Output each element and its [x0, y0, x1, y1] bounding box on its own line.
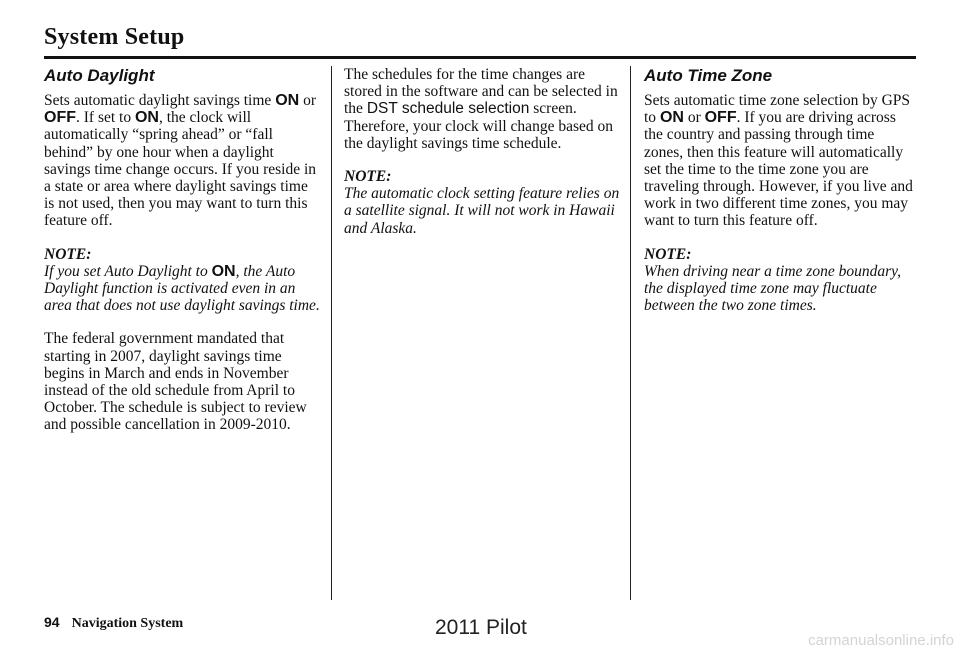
note-label: NOTE:: [44, 245, 92, 263]
column-auto-time-zone: [644, 66, 916, 330]
section-heading-auto-time-zone: Auto Time Zone: [644, 66, 773, 85]
column-divider: [331, 66, 332, 600]
auto-daylight-note: If you set Auto Daylight to ON, the Auto Daylight function is activated even in an area that does not use daylight savings time.: [44, 262, 320, 315]
footer-section: Navigation System: [71, 616, 184, 631]
auto-time-zone-note: When driving near a time zone boundary, the displayed time zone may fluctuate between the two zone times.: [644, 262, 902, 315]
site-watermark: carmanualsonline.info: [808, 632, 954, 649]
column-divider: [630, 66, 631, 600]
model-label: 2011 Pilot: [435, 616, 527, 639]
title-rule: [44, 56, 916, 59]
column-auto-daylight: [44, 66, 322, 450]
page-footer: [44, 614, 183, 632]
page-number: 94: [44, 614, 60, 630]
dst-mandate-paragraph: The federal government mandated that starting in 2007, daylight savings time begins in March and ends in November instead of the old schedule from April to October. The schedule is subject to review and possible cancellation in 2009-2010.: [44, 330, 307, 434]
note-label: NOTE:: [344, 168, 392, 186]
schedules-paragraph: The schedules for the time changes are stored in the software and can be selected in the DST schedule selection screen. Therefore, your clock will change based on the daylight savings time schedule.: [344, 66, 618, 152]
column-schedules: [344, 66, 620, 253]
auto-time-zone-paragraph: Sets automatic time zone selection by GPS to ON or OFF. If you are driving across the country and passing through time zones, then this feature will automatically set the time to the time zone you are traveling through. However, if you live and work in two different time zones, you may want to turn this feature off.: [644, 92, 913, 230]
page-title: System Setup: [44, 24, 185, 50]
section-heading-auto-daylight: Auto Daylight: [44, 66, 155, 85]
auto-daylight-paragraph: Sets automatic daylight savings time ON or OFF. If set to ON, the clock will automatically “spring ahead” or “fall behind” by one hour when a daylight savings time change occurs. If you reside in a state or area where daylight savings time is not used, then you may want to turn this feature off.: [44, 92, 317, 230]
note-label: NOTE:: [644, 245, 692, 263]
schedules-note: The automatic clock setting feature relies on a satellite signal. It will not work in Hawaii and Alaska.: [344, 185, 620, 237]
